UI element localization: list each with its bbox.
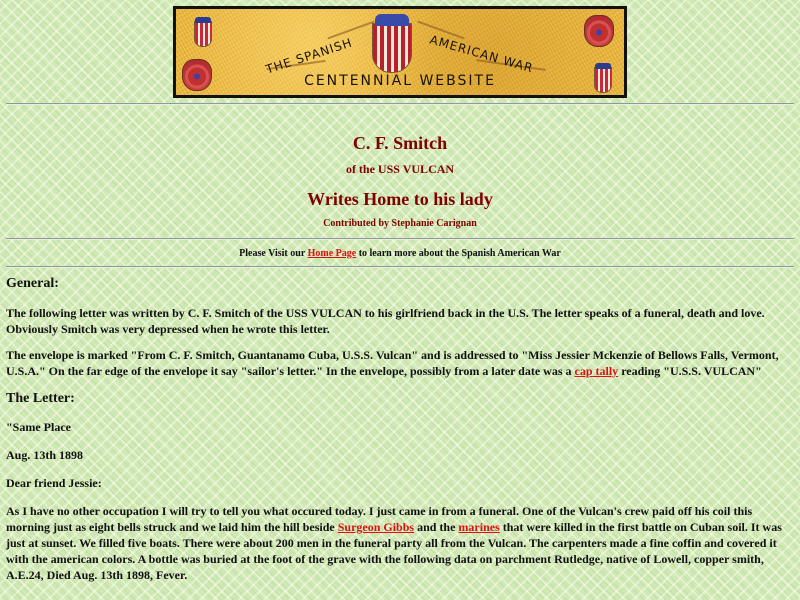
letter-place: "Same Place [6, 420, 71, 434]
banner-ribbon-left: THE SPANISH [264, 35, 355, 77]
banner-ribbon-right: AMERICAN WAR [428, 32, 536, 76]
page-title: C. F. Smitch [352, 133, 448, 153]
para2-text-end: reading "U.S.S. VULCAN" [618, 364, 762, 378]
page-header [0, 105, 800, 238]
visit-suffix: to learn more about the Spanish American War [356, 248, 561, 259]
letter-salutation: Dear friend Jessie: [6, 476, 102, 490]
surgeon-gibbs-link[interactable]: Surgeon Gibbs [337, 520, 415, 534]
letter-body-text: that were killed in the first battle on Cuban soil. It was just at sunset. We filled five boats. There were about 200 men in the funeral party all from the Vulcan. The carpenters made a fine coffin and covered it with the american colors. A bottle was buried at the foot of the grave with the following data on parchment Rutledge, native of Lowell, copper smith, A.E.24, Died Aug. 13th 1898, Fever. [6, 520, 782, 582]
main-content [0, 268, 800, 583]
headline: Writes Home to his lady [307, 189, 493, 209]
us-shield-icon [194, 21, 212, 47]
general-heading: General: [6, 276, 59, 291]
visit-homepage-notice [0, 240, 800, 266]
visit-prefix: Please Visit our [239, 248, 308, 259]
centennial-banner-image [173, 6, 627, 98]
spanish-crest-icon [584, 15, 614, 47]
general-paragraph-1: The following letter was written by C. F. Smitch of the USS VULCAN to his girlfriend back in the U.S. The letter speaks of a funeral, death and love. Obviously Smitch was very depressed when he wrote this letter. [6, 306, 765, 336]
letter-body-text: As I have no other occupation I will try to tell you what occured today. I just came in from a funeral. One of the Vulcan's crew paid off his coil this morning just as eight bells struck and we laid him the hill beside [6, 504, 753, 534]
contributor-credit: Contributed by Stephanie Carignan [323, 218, 477, 229]
center-shield-icon [372, 23, 412, 73]
letter-date: Aug. 13th 1898 [6, 448, 84, 462]
banner-container [0, 0, 800, 98]
banner-subtitle: CENTENNIAL WEBSITE [304, 73, 496, 89]
letter-body [6, 491, 794, 583]
letter-heading: The Letter: [6, 391, 75, 406]
ship-subtitle: of the USS VULCAN [345, 162, 455, 176]
home-page-link[interactable]: Home Page [307, 248, 357, 259]
marines-link[interactable]: marines [458, 520, 500, 534]
cap-tally-link[interactable]: cap tally [574, 364, 619, 378]
wheat-decoration [327, 21, 375, 40]
letter-body-text: and the [414, 520, 459, 534]
para2-text: The envelope is marked "From C. F. Smitch, Guantanamo Cuba, U.S.S. Vulcan" and is addressed to "Miss Jessier Mckenzie of Bellows Falls, Vermont, U.S.A." On the far edge of the envelope it say "sailor's letter." In the envelope, possibly from a later date was a [6, 348, 779, 378]
general-paragraph-2 [6, 337, 794, 379]
